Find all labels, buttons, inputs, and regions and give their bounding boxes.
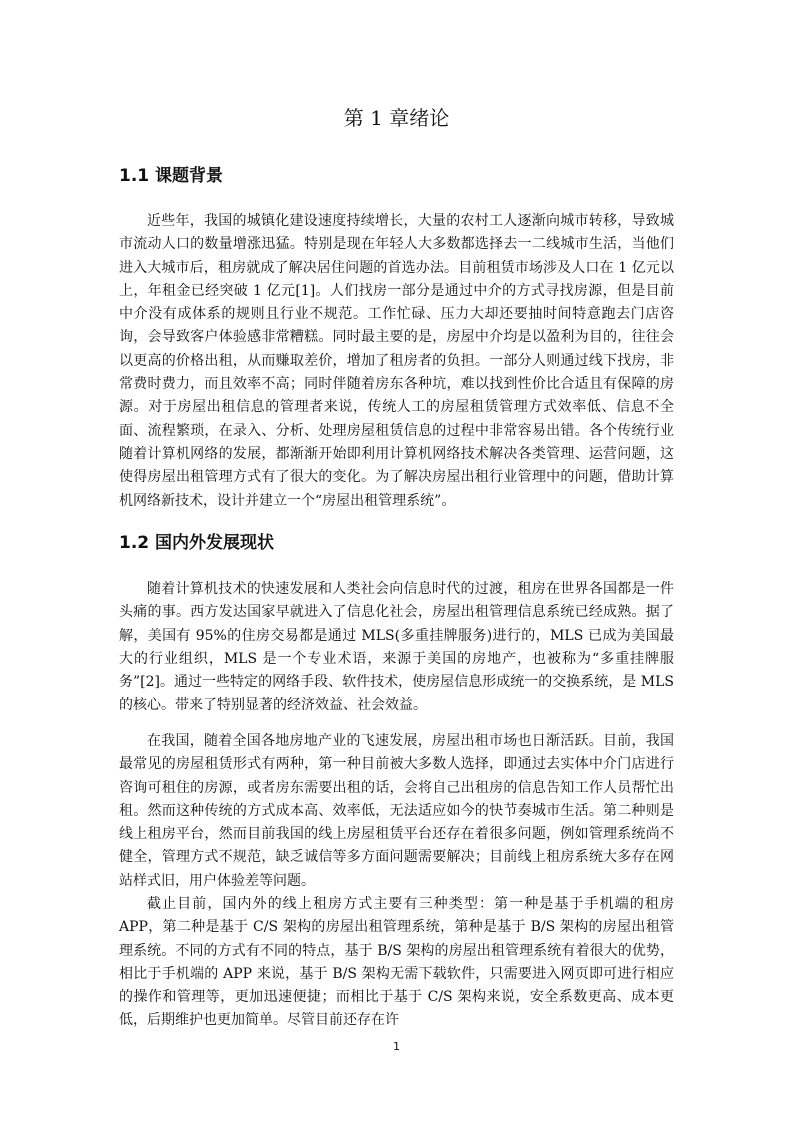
section-heading-1-2: 1.2 国内外发展现状 bbox=[119, 533, 275, 553]
paragraph-1-2-2: 在我国，随着全国各地房地产业的飞速发展，房屋出租市场也日渐活跃。目前，我国最常见的房屋租赁形式有两种，第一种目前被大多数人选择，即通过去实体中介门店进行咨询可租住的房源，或者房东需要出租的话，会将自己出租房的信息告知工作人员帮忙出租。然而这种传统的方式成本高、效率低，无法适应如今的快节奏城市生活。第二种则是线上租房平台，然而目前我国的线上房屋租赁平台还存在着很多问题，例如管理系统尚不健全，管理方式不规范，缺乏诚信等多方面问题需要解决；目前线上租房系统大多存在网站样式旧，用户体验差等问题。 bbox=[119, 733, 674, 889]
section-heading-1-1: 1.1 课题背景 bbox=[119, 166, 224, 186]
paragraph-1-2-1: 随着计算机技术的快速发展和人类社会向信息时代的过渡，租房在世界各国都是一件头痛的事。西方发达国家早就进入了信息化社会，房屋出租管理信息系统已经成熟。据了解，美国有 95%的住房交易都是通过 MLS(多重挂牌服务)进行的，MLS 已成为美国最大的行业组织，MLS 是一个专业术语，来源于美国的房地产，也被称为“多重挂牌服务”[2]。通过一些特定的网络手段、软件技术，使房屋信息形成统一的交换系统，是 MLS 的核心。带来了特别显著的经济效益、社会效益。 bbox=[119, 581, 674, 714]
paragraph-1-1-1: 近些年，我国的城镇化建设速度持续增长，大量的农村工人逐渐向城市转移，导致城市流动人口的数量增涨迅猛。特别是现在年轻人大多数都选择去一二线城市生活，当他们进入大城市后，租房就成了解决居住问题的首选办法。目前租赁市场涉及人口在 1 亿元以上，年租金已经突破 1 亿元[1]。人们找房一部分是通过中介的方式寻找房源，但是目前中介没有成体系的规则且行业不规范。工作忙碌、压力大却还要抽时间特意跑去门店咨询，会导致客户体验感非常糟糕。同时最主要的是，房屋中介均是以盈利为目的，往往会以更高的价格出租，从而赚取差价，增加了租房者的负担。一部分人则通过线下找房，非常费时费力，而且效率不高；同时伴随着房东各种坑，难以找到性价比合适且有保障的房源。对于房屋出租信息的管理者来说，传统人工的房屋租赁管理方式效率低、信息不全面、流程繁琐，在录入、分析、处理房屋租赁信息的过程中非常容易出错。各个传统行业随着计算机网络的发展，都渐渐开始即利用计算机网络技术解决各类管理、运营问题，这使得房屋出租管理方式有了很大的变化。为了解决房屋出租行业管理中的问题，借助计算机网络新技术，设计并建立一个“房屋出租管理系统”。 bbox=[119, 213, 674, 509]
page-number: 1 bbox=[393, 1040, 400, 1053]
paragraph-1-2-3: 截止目前，国内外的线上租房方式主要有三种类型：第一种是基于手机端的租房 APP，第二种是基于 C/S 架构的房屋出租管理系统，第种是基于 B/S 架构的房屋出租管理系统。不同的方式有不同的特点，基于 B/S 架构的房屋出租管理系统有着很大的优势，相比于手机端的 APP 来说，基于 B/S 架构无需下载软件，只需要进入网页即可进行相应的操作和管理等，更加迅速便捷；而相比于基于 C/S 架构来说，安全系数更高、成本更低，后期维护也更加简单。尽管目前还存在许 bbox=[119, 896, 674, 1029]
chapter-title: 第 1 章绪论 bbox=[343, 106, 450, 130]
